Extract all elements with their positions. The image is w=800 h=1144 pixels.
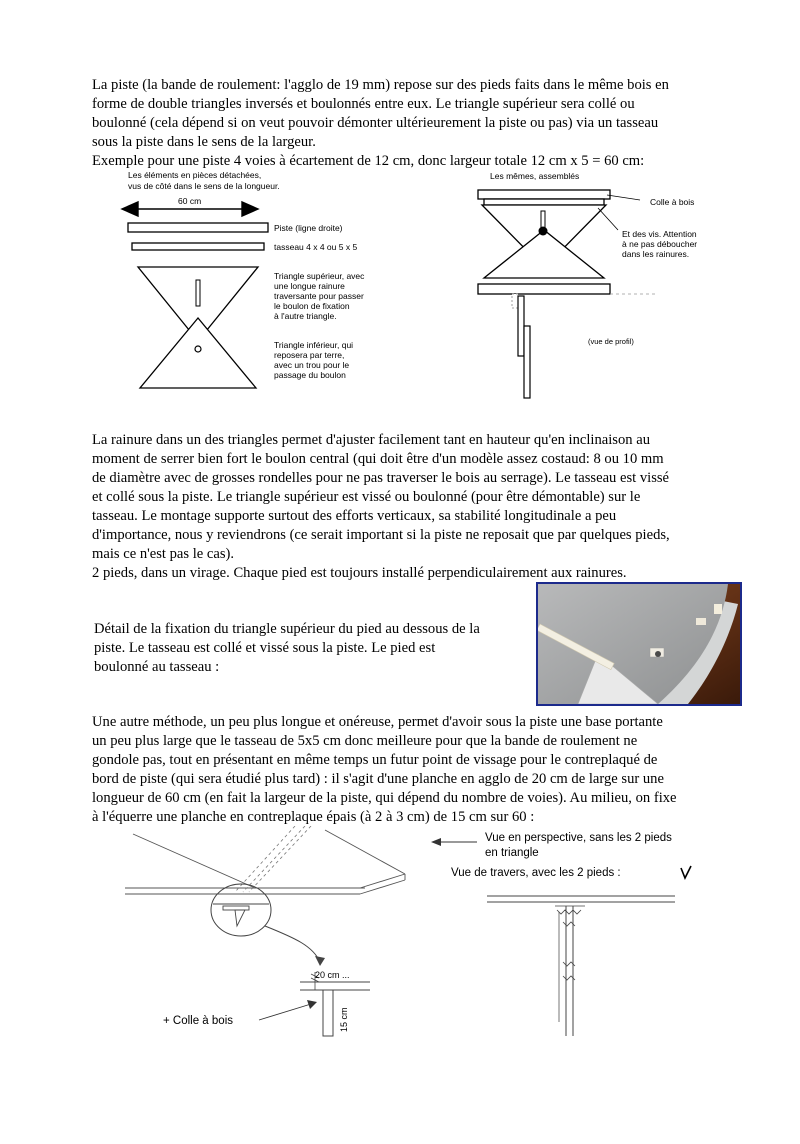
screw-label: dans les rainures. [622, 249, 690, 259]
upper-triangle-label: traversante pour passer [274, 291, 364, 301]
adjustment-paragraph [92, 431, 752, 583]
detail-triangle [235, 910, 245, 926]
zoom-arrow [265, 926, 320, 962]
text-line: mais ce n'est pas le cas). [92, 546, 235, 562]
text-line: La piste (la bande de roulement: l'agglo de 19 mm) repose sur des pieds faits dans le même bois en [92, 77, 669, 93]
text-line: piste. Le tasseau est collé et vissé sous la piste. Le pied est [94, 640, 436, 656]
text-line: Exemple pour une piste 4 voies à écartement de 12 cm, donc largeur totale 12 cm x 5 = 60 cm: [92, 153, 645, 169]
leg-diagram [110, 168, 760, 404]
track-plank [128, 223, 268, 232]
text-line: à l'équerre une planche en contreplaque épais (à 2 à 3 cm) de 15 cm sur 60 : [92, 809, 535, 825]
text-line: La rainure dans un des triangles permet d'ajuster facilement tant en hauteur qu'en inclinaison au [92, 432, 650, 448]
glue-arrow [259, 1004, 311, 1020]
track-label: Piste (ligne droite) [274, 223, 343, 233]
fixation-photo [536, 582, 742, 706]
upper-triangle-label: à l'autre triangle. [274, 311, 337, 321]
text-line: forme de double triangles inversés et boulonnés entre eux. Le triangle supérieur sera collé ou [92, 96, 635, 112]
glue-pointer [607, 195, 640, 200]
zoom-plywood [323, 990, 333, 1036]
text-line: boulonné au tasseau : [94, 659, 220, 675]
lower-triangle-label: Triangle inférieur, qui [274, 340, 354, 350]
profile-lower-leg [524, 326, 530, 398]
perspective-label: Vue en perspective, sans les 2 pieds [485, 832, 672, 844]
glue-label: + Colle à bois [163, 1015, 233, 1027]
assembled-caption: Les mêmes, assemblés [490, 171, 580, 181]
height-label: 15 cm [339, 1007, 349, 1032]
profile-label: (vue de profil) [588, 337, 634, 346]
slot [196, 280, 200, 306]
check-mark [681, 866, 691, 878]
upper-triangle-label: une longue rainure [274, 281, 345, 291]
exploded-caption: Les éléments en pièces détachées, [128, 170, 262, 180]
lower-triangle [140, 318, 256, 388]
profile-batten [512, 294, 518, 308]
fixation-detail-text [94, 620, 534, 677]
assembled-batten [484, 199, 604, 205]
bracket-far [696, 618, 706, 625]
upper-triangle-label: le boulon de fixation [274, 301, 350, 311]
assembled-bolt [539, 227, 548, 236]
screw-label: Et des vis. Attention [622, 229, 697, 239]
zoom-arrow-head [315, 956, 325, 966]
batten [132, 243, 264, 250]
text-line: moment de serrer bien fort le boulon central (qui doit être d'un modèle assez costaud: 8 ou 10 mm [92, 451, 664, 467]
assembled-lower-triangle [484, 230, 604, 278]
perspective-label: en triangle [485, 847, 539, 859]
assembled-track [478, 190, 610, 199]
perspective-plank [125, 830, 405, 894]
text-line: gondole pas, tout en présentant en même temps un futur point de vissage pour le contreplaqué de [92, 752, 658, 768]
glue-arrow-head [307, 1000, 317, 1009]
text-line: 2 pieds, dans un virage. Chaque pied est toujours installé perpendiculairement aux rainures. [92, 565, 627, 581]
text-line: d'importance, nous y reviendrons (ce serait important si la piste ne reposait que par quelques pieds, [92, 527, 670, 543]
screw-label: à ne pas déboucher [622, 239, 698, 249]
bolt [655, 651, 661, 657]
perspective-arrow-head [431, 838, 441, 846]
text-line: un peu plus large que le tasseau de 5x5 cm donc meilleure pour que la bande de roulement ne [92, 733, 638, 749]
lower-triangle-label: passage du boulon [274, 370, 346, 380]
detail-t-piece [223, 906, 249, 910]
glue-label: Colle à bois [650, 197, 695, 207]
batten-far [714, 604, 722, 614]
cross-view-label: Vue de travers, avec les 2 pieds : [451, 867, 621, 879]
screw-pointer [598, 208, 618, 230]
text-line: tasseau. Le montage supporte surtout des efforts verticaux, sa stabilité longitudinale a peu [92, 508, 617, 524]
alternative-method-paragraph [92, 713, 752, 827]
text-line: longueur de 60 cm (en fait la largeur de la piste, qui dépend du nombre de voies). Au milieu, on fixe [92, 790, 677, 806]
hidden-plywood [235, 826, 311, 892]
text-line: bord de piste (qui sera étudié plus tard) : il s'agit d'une planche en agglo de 20 cm de large sur une [92, 771, 664, 787]
text-line: boulonné (cela dépend si on veut pouvoir démonter ultérieurement la piste ou pas) via un tasseau [92, 115, 659, 131]
lower-triangle-label: reposera par terre, [274, 350, 345, 360]
text-line: Détail de la fixation du triangle supérieur du pied au dessous de la [94, 621, 480, 637]
width-label: 20 cm ... [315, 970, 350, 980]
exploded-caption: vus de côté dans le sens de la longueur. [128, 181, 280, 191]
base-plank-diagram [115, 826, 755, 1048]
cross-screws [555, 906, 585, 980]
intro-paragraph [92, 76, 752, 171]
profile-upper-leg [518, 296, 524, 356]
text-line: et collé sous la piste. Le triangle supérieur est vissé ou boulonné (pour être démontable) sur le [92, 489, 641, 505]
upper-triangle-label: Triangle supérieur, avec [274, 271, 365, 281]
bolt-hole [195, 346, 201, 352]
text-line: Une autre méthode, un peu plus longue et onéreuse, permet d'avoir sous la piste une base portante [92, 714, 663, 730]
lower-triangle-label: avec un trou pour le [274, 360, 350, 370]
photo-illustration [538, 584, 740, 704]
text-line: de diamètre avec de grosses rondelles pour ne pas traverser le bois au serrage). Le tasseau est vissé [92, 470, 670, 486]
batten-label: tasseau 4 x 4 ou 5 x 5 [274, 242, 358, 252]
dimension-label: 60 cm [178, 196, 202, 206]
text-line: sous la piste dans le sens de la largeur. [92, 134, 316, 150]
profile-track [478, 284, 610, 294]
